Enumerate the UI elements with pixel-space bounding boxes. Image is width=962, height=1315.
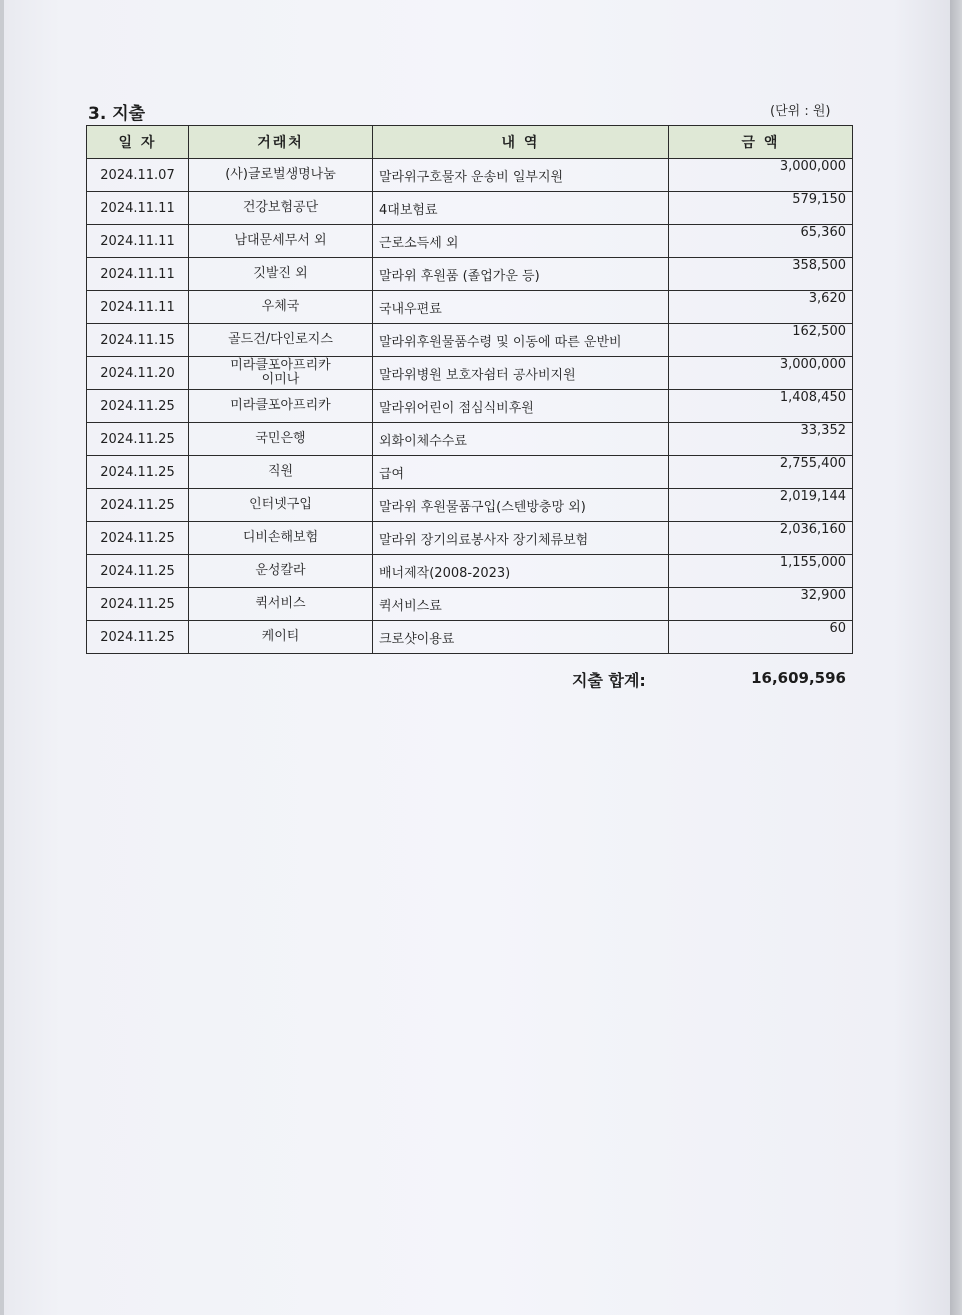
cell-date: 2024.11.25 bbox=[87, 489, 189, 522]
cell-vendor: 남대문세무서 외 bbox=[189, 225, 373, 258]
cell-date: 2024.11.11 bbox=[87, 192, 189, 225]
cell-vendor: 건강보험공단 bbox=[189, 192, 373, 225]
cell-vendor: 미라클포아프리카 bbox=[189, 390, 373, 423]
cell-date: 2024.11.25 bbox=[87, 390, 189, 423]
cell-description: 외화이체수수료 bbox=[373, 423, 669, 456]
cell-amount: 65,360 bbox=[669, 225, 853, 258]
cell-description: 말라위 후원품 (졸업가운 등) bbox=[373, 258, 669, 291]
table-row bbox=[87, 357, 853, 390]
cell-description: 국내우편료 bbox=[373, 291, 669, 324]
cell-description: 말라위구호물자 운송비 일부지원 bbox=[373, 159, 669, 192]
cell-amount: 358,500 bbox=[669, 258, 853, 291]
cell-description: 말라위 장기의료봉사자 장기체류보험 bbox=[373, 522, 669, 555]
cell-amount: 2,755,400 bbox=[669, 456, 853, 489]
expense-table bbox=[86, 125, 853, 654]
column-header-date: 일 자 bbox=[87, 126, 189, 159]
table-row bbox=[87, 456, 853, 489]
cell-description: 배너제작(2008-2023) bbox=[373, 555, 669, 588]
cell-vendor: (사)글로벌생명나눔 bbox=[189, 159, 373, 192]
table-row bbox=[87, 489, 853, 522]
cell-vendor: 깃발진 외 bbox=[189, 258, 373, 291]
unit-label: (단위 : 원) bbox=[770, 104, 831, 119]
cell-date: 2024.11.25 bbox=[87, 456, 189, 489]
table-row bbox=[87, 390, 853, 423]
table-header-row bbox=[87, 126, 853, 159]
cell-description: 말라위어린이 점심식비후원 bbox=[373, 390, 669, 423]
cell-date: 2024.11.25 bbox=[87, 555, 189, 588]
cell-date: 2024.11.11 bbox=[87, 291, 189, 324]
cell-amount: 60 bbox=[669, 621, 853, 654]
total-value: 16,609,596 bbox=[751, 669, 846, 687]
total-label: 지출 합계: bbox=[572, 671, 646, 690]
cell-date: 2024.11.25 bbox=[87, 423, 189, 456]
cell-date: 2024.11.20 bbox=[87, 357, 189, 390]
cell-description: 근로소득세 외 bbox=[373, 225, 669, 258]
cell-amount: 579,150 bbox=[669, 192, 853, 225]
cell-amount: 2,036,160 bbox=[669, 522, 853, 555]
cell-date: 2024.11.15 bbox=[87, 324, 189, 357]
cell-description: 크로샷이용료 bbox=[373, 621, 669, 654]
cell-amount: 162,500 bbox=[669, 324, 853, 357]
table-row bbox=[87, 588, 853, 621]
cell-vendor: 인터넷구입 bbox=[189, 489, 373, 522]
cell-vendor: 골드건/다인로지스 bbox=[189, 324, 373, 357]
table-row bbox=[87, 522, 853, 555]
cell-amount: 1,408,450 bbox=[669, 390, 853, 423]
cell-description: 말라위병원 보호자쉼터 공사비지원 bbox=[373, 357, 669, 390]
cell-amount: 3,620 bbox=[669, 291, 853, 324]
cell-description: 말라위 후원물품구입(스텐방충망 외) bbox=[373, 489, 669, 522]
cell-date: 2024.11.25 bbox=[87, 621, 189, 654]
cell-vendor: 디비손해보험 bbox=[189, 522, 373, 555]
column-header-vendor: 거래처 bbox=[189, 126, 373, 159]
cell-amount: 1,155,000 bbox=[669, 555, 853, 588]
cell-vendor: 미라클포아프리카 이미나 bbox=[189, 357, 373, 390]
table-row bbox=[87, 324, 853, 357]
table-row bbox=[87, 192, 853, 225]
cell-description: 말라위후원물품수령 및 이동에 따른 운반비 bbox=[373, 324, 669, 357]
cell-date: 2024.11.07 bbox=[87, 159, 189, 192]
table-body bbox=[87, 159, 853, 654]
table-row bbox=[87, 225, 853, 258]
cell-vendor: 케이티 bbox=[189, 621, 373, 654]
cell-date: 2024.11.11 bbox=[87, 258, 189, 291]
table-row bbox=[87, 621, 853, 654]
cell-date: 2024.11.25 bbox=[87, 522, 189, 555]
table-row bbox=[87, 258, 853, 291]
cell-amount: 32,900 bbox=[669, 588, 853, 621]
cell-amount: 3,000,000 bbox=[669, 357, 853, 390]
cell-amount: 33,352 bbox=[669, 423, 853, 456]
cell-vendor: 퀵서비스 bbox=[189, 588, 373, 621]
background-surface bbox=[950, 0, 962, 1315]
table-row bbox=[87, 291, 853, 324]
table-row bbox=[87, 423, 853, 456]
section-title: 3. 지출 bbox=[88, 104, 146, 124]
cell-description: 퀵서비스료 bbox=[373, 588, 669, 621]
table-row bbox=[87, 159, 853, 192]
cell-amount: 3,000,000 bbox=[669, 159, 853, 192]
cell-date: 2024.11.11 bbox=[87, 225, 189, 258]
cell-date: 2024.11.25 bbox=[87, 588, 189, 621]
cell-description: 급여 bbox=[373, 456, 669, 489]
cell-vendor: 국민은행 bbox=[189, 423, 373, 456]
column-header-amount: 금 액 bbox=[669, 126, 853, 159]
cell-vendor: 운성칼라 bbox=[189, 555, 373, 588]
cell-description: 4대보험료 bbox=[373, 192, 669, 225]
column-header-description: 내 역 bbox=[373, 126, 669, 159]
table-row bbox=[87, 555, 853, 588]
cell-amount: 2,019,144 bbox=[669, 489, 853, 522]
cell-vendor: 우체국 bbox=[189, 291, 373, 324]
cell-vendor: 직원 bbox=[189, 456, 373, 489]
